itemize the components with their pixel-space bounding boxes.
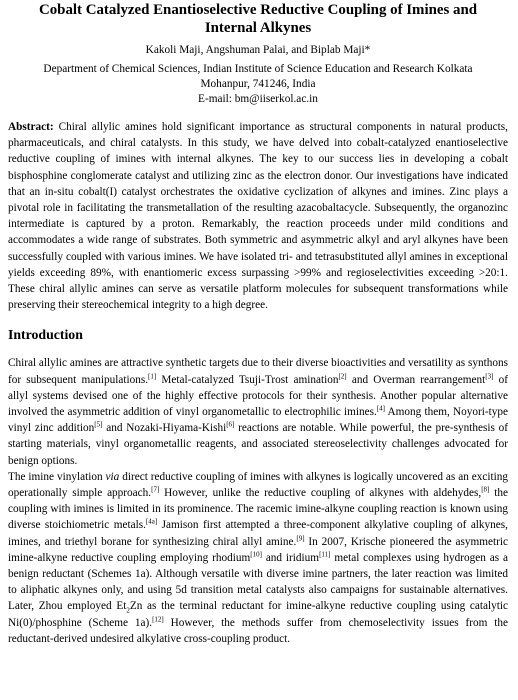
citation-ref: [5] <box>94 420 103 429</box>
text-run: metal complexes using hydrogen as a benign reductant (Schemes 1a). Although versatile with diverse imine partners, the later reaction was limited to aliphatic alkynes only, and using 5d transition metal catalysts also campaigns for sustainable alternatives. Later, Zhou employed Et <box>8 551 508 613</box>
text-run: Among them, Noyori-type vinyl zinc addition <box>8 406 508 435</box>
abstract <box>8 119 508 313</box>
text-run: However, the methods suffer from chemoselectivity issues from the reductant-derived undesired alkylative cross-coupling product. <box>8 616 508 645</box>
text-run: However, unlike the reductive coupling of alkynes with aldehydes, <box>159 487 482 500</box>
paper-title <box>8 0 508 37</box>
intro-paragraph-2 <box>8 469 508 647</box>
citation-ref: [3] <box>485 371 494 380</box>
citation-ref: [4] <box>376 404 385 413</box>
citation-ref: [10] <box>250 550 262 559</box>
citation-ref: [2] <box>338 371 347 380</box>
affiliation-line-2: Mohanpur, 741246, India <box>200 78 316 90</box>
text-run: and iridium <box>261 551 320 564</box>
text-run: Metal-catalyzed Tsuji-Trost amination <box>156 373 339 386</box>
citation-ref: [12] <box>152 614 164 623</box>
citation-ref: [9] <box>296 533 305 542</box>
section-heading-introduction: Introduction <box>8 327 83 343</box>
citation-ref: [4a] <box>145 517 158 526</box>
text-run: In 2007, Krische pioneered the asymmetric imine-alkyne reductive coupling employing rhodium <box>8 535 509 564</box>
citation-ref: [11] <box>319 550 331 559</box>
citation-ref: [6] <box>226 420 235 429</box>
citation-ref: [7] <box>151 485 160 494</box>
author-list: Kakoli Maji, Angshuman Palai, and Biplab Maji* <box>145 44 371 56</box>
text-run: and Overman rearrangement <box>346 373 486 386</box>
italic-term: via <box>105 470 120 483</box>
citation-ref: [8] <box>481 485 490 494</box>
affiliation-block <box>8 62 508 107</box>
title-line-1: Cobalt Catalyzed Enantioselective Reductive Coupling of Imines and <box>38 2 478 18</box>
text-run: and Nozaki-Hiyama-Kishi <box>102 422 227 435</box>
text-run: reactions are notable. While powerful, the pre-synthesis of starting materials, vinyl organometallic reagents, and associated stereoselectivity challenges advocated for benign options. <box>8 422 509 467</box>
text-run: of allyl systems devised one of the highly effective protocols for their synthesis. Another popular alternative involved the asymmetric addition of vinyl organometallic to electrophilic imines. <box>8 373 508 419</box>
text-run: direct reductive coupling of imines with alkynes is logically uncovered as an exciting operationally simple approach. <box>8 470 508 500</box>
title-line-2: Internal Alkynes <box>204 20 312 36</box>
text-run: the coupling with imines is limited in its prominence. The racemic imine-alkyne coupling reaction is known using diverse stoichiometric metals. <box>8 487 508 532</box>
text-run: The imine vinylation <box>8 470 106 483</box>
affiliation-line-1: Department of Chemical Sciences, Indian Institute of Science Education and Research Kolkata <box>43 63 473 75</box>
text-run: Jamison first attempted a three-component alkylative coupling of alkynes, imines, and triethyl borane for synthesizing chiral allyl amine. <box>8 519 508 548</box>
text-run: Zn as the terminal reductant for imine-alkyne reductive coupling using catalytic Ni(0)/phosphine (Scheme 1a). <box>8 600 509 629</box>
citation-ref: [1] <box>148 371 157 380</box>
abstract-text: Chiral allylic amines hold significant importance as structural components in natural products, pharmaceuticals, and chiral catalysts. In this study, we have delved into cobalt-catalyzed enantioselective reductive coupling of imines with internal alkynes. The key to our success lies in developing a cobalt bisphosphine conglomerate catalyst and utilizing zinc as the electron donor. Our investigations have indicated that an in-situ cobalt(I) catalyst orchestrates the oxidative cyclization of alkynes and imines. Zinc plays a pivotal role in facilitating the transmetallation of the resulting azacobaltacycle. Subsequently, the organozinc intermediate is captured by a proton. Remarkably, the reaction proceeds under mild conditions and accommodates a wide range of substrates. Both symmetric and asymmetric alkyl and aryl alkynes have been successfully coupled with various imines. We have isolated tri- and tetrasubstituted allyl amines in exceptional yields exceeding 89%, with enantiomeric excess surpassing >99% and regioselectivities exceeding >20:1. These chiral allylic amines can serve as versatile platform molecules for subsequent transformations while preserving their stereochemical integrity to a high degree. <box>8 121 508 312</box>
contact-email: E-mail: bm@iiserkol.ac.in <box>198 93 318 105</box>
intro-paragraph-1 <box>8 355 508 468</box>
abstract-label: Abstract: <box>8 121 54 133</box>
text-run: Chiral allylic amines are attractive synthetic targets due to their diverse bioactivities and versatility as synthons for subsequent manipulations. <box>8 357 508 386</box>
subscript: 2 <box>126 606 130 615</box>
